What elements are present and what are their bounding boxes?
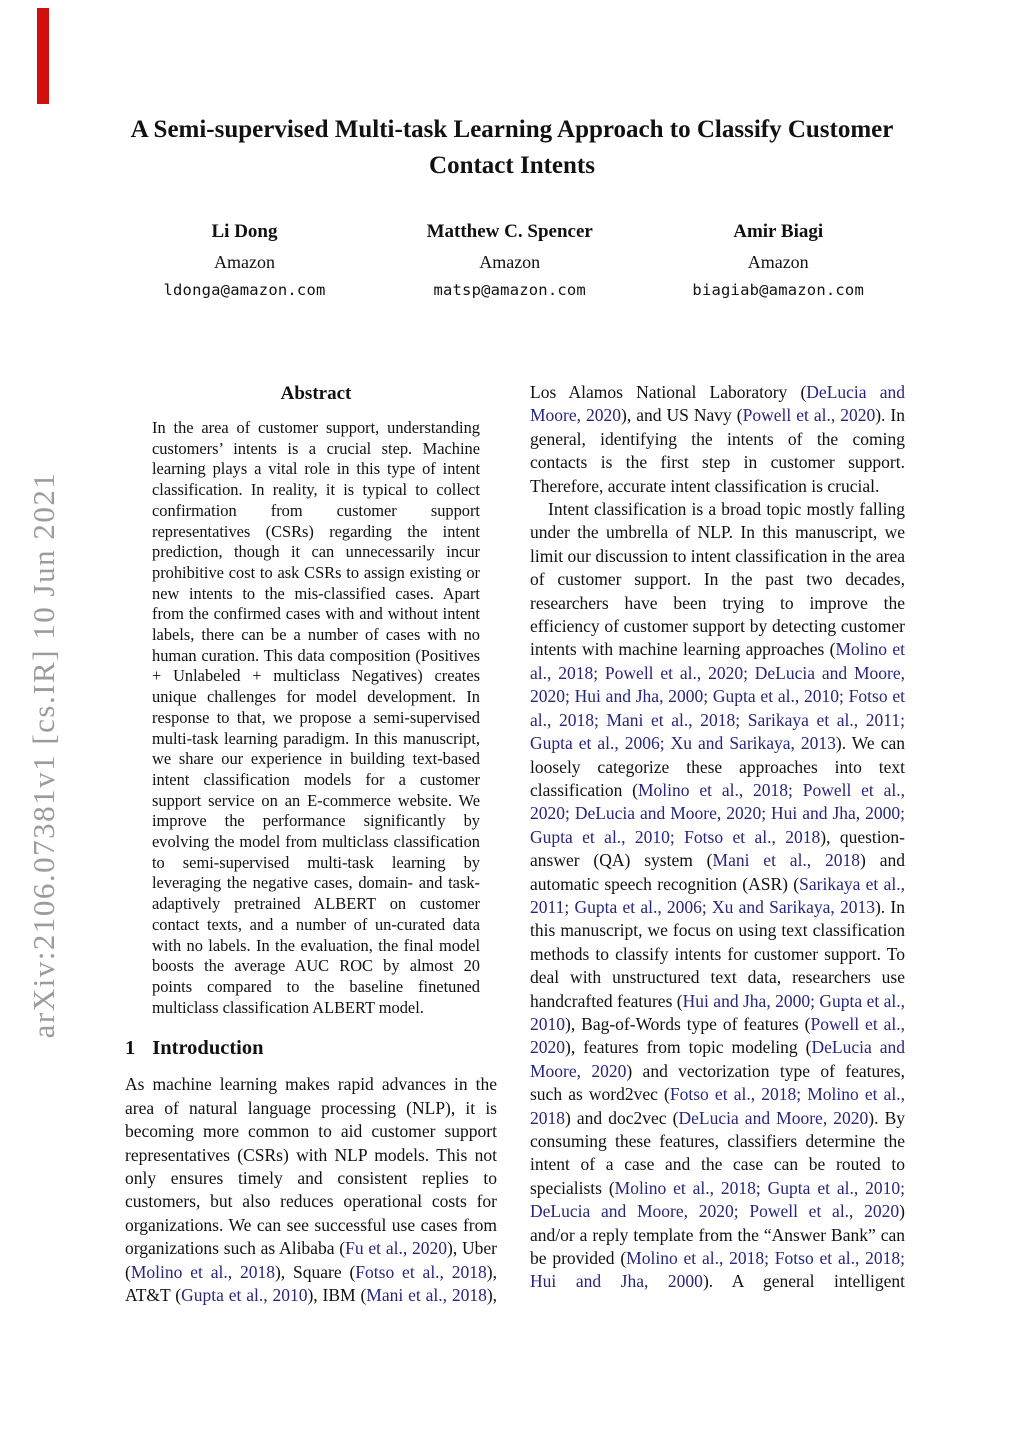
abstract-text: In the area of customer support, understanding customers’ intents is a crucial step. Machine learning plays a vital role in this type of intent classification. In reality, it is typical to collect confirmation from customer support representatives (CSRs) regarding the intent prediction, though it can unnecessarily incur prohibitive cost to ask CSRs to assign existing or new intents to the mis-classified cases. Apart from the confirmed cases with and without intent labels, there can be a number of cases with no human curation. This data composition (Positives + Unlabeled + multiclass Negatives) creates unique challenges for model development. In response to that, we propose a semi-supervised multi-task learning paradigm. In this manuscript, we share our experience in building text-based intent classification models for a customer support service on an E-commerce website. We improve the performance significantly by evolving the model from multiclass classification to semi-supervised multi-task learning by leveraging the negative cases, domain- and task-adaptively pretrained ALBERT on customer contact texts, and a number of un-curated data with no labels. In the evaluation, the final model boosts the average AUC ROC by almost 20 points compared to the baseline finetuned multiclass classification ALBERT model. [152, 418, 480, 1017]
citation-link[interactable]: Mani et al., 2018 [712, 850, 861, 871]
paper-title-line2: Contact Intents [429, 152, 595, 179]
body-text: ), and US Navy ( [621, 405, 743, 426]
body-text: Intent classification is a broad topic mostly falling under the umbrella of NLP. In this manuscript, we limit our discussion to intent classification in the area of customer support. In the past two decades, researchers have been trying to improve the efficiency of customer support by detecting customer intents with machine learning approaches ( [530, 499, 905, 660]
section-number: 1 [125, 1037, 136, 1060]
paragraph [530, 381, 905, 498]
body-text: ). We can loosely categorize these approaches into text classification ( [530, 733, 905, 800]
intro-paragraph [125, 1073, 497, 1307]
body-text: ), [486, 1285, 498, 1306]
arxiv-stamp: arXiv:2106.07381v1 [cs.IR] 10 Jun 2021 [26, 471, 61, 1039]
author-name: Li Dong [211, 221, 278, 242]
author-name: Matthew C. Spencer [426, 221, 593, 242]
body-text: ). In this manuscript, we focus on using text classification methods to classify intents for customer support. To deal with unstructured text data, researchers use handcrafted features ( [530, 896, 905, 1011]
two-column-body [125, 381, 905, 1307]
author-email: ldonga@amazon.com [163, 281, 326, 299]
citation-link[interactable]: Fotso et al., 2018; Molino et al., 2018 [530, 1084, 906, 1128]
citation-link[interactable]: Molino et al., 2018 [130, 1261, 275, 1282]
citation-link[interactable]: Fotso et al., 2018 [355, 1261, 487, 1282]
red-marker [37, 8, 49, 104]
citation-link[interactable]: Powell et al., 2020 [742, 405, 876, 426]
citation-link[interactable]: Hui and Jha, 2000; Gupta et al., 2010 [530, 990, 906, 1034]
citation-link[interactable]: Molino et al., 2018; Powell et al., 2020; DeLucia and Moore, 2020; Hui and Jha, 2000; Gupta et al., 2010; Fotso et al., 2018 [530, 779, 906, 847]
body-text: ), features from topic modeling ( [565, 1037, 812, 1058]
author-affiliation: Amazon [747, 252, 809, 272]
citation-link[interactable]: Gupta et al., 2010 [181, 1285, 308, 1306]
body-text: ), IBM ( [307, 1285, 367, 1306]
citation-link[interactable]: DeLucia and Moore, 2020 [678, 1107, 869, 1128]
author-affiliation: Amazon [214, 252, 275, 272]
body-text: ), Square ( [274, 1261, 356, 1282]
body-text: ). In general, identifying the intents of the coming contacts is the first step in customer support. Therefore, accurate intent classification is crucial. [530, 405, 906, 496]
author-list [162, 221, 864, 299]
citation-link[interactable]: Molino et al., 2018; Gupta et al., 2010; DeLucia and Moore, 2020; Powell et al., 2020 [530, 1177, 906, 1222]
paragraph [530, 498, 905, 1294]
body-text: ), Bag-of-Words type of features ( [565, 1013, 811, 1034]
citation-link[interactable]: Fu et al., 2020 [345, 1238, 447, 1259]
paper-title [0, 112, 1024, 184]
citation-link[interactable]: Mani et al., 2018 [366, 1285, 487, 1306]
author-block [427, 221, 593, 299]
section-heading-introduction [125, 1037, 497, 1060]
body-text: ), question-answer (QA) system ( [530, 826, 905, 871]
author-affiliation: Amazon [479, 252, 541, 272]
citation-link[interactable]: DeLucia and Moore, 2020 [530, 382, 905, 426]
right-column [530, 381, 905, 1307]
abstract-section [125, 383, 497, 1018]
body-text: ) and automatic speech recognition (ASR) ( [530, 850, 905, 894]
abstract-heading: Abstract [280, 383, 352, 404]
body-text: As machine learning makes rapid advances in the area of natural language processing (NLP), it is becoming more common to aid customer support representatives (CSRs) with NLP models. This not only ensures timely and consistent replies to customers, but also reduces operational costs for organizations. We can see successful use cases from organizations such as Alibaba ( [125, 1074, 497, 1259]
body-text: ), AT&T ( [125, 1261, 497, 1306]
left-column [125, 381, 497, 1307]
body-text: ). By consuming these features, classifiers determine the intent of a case and the case can be routed to specialists ( [530, 1107, 905, 1198]
citation-link[interactable]: Powell et al., 2020 [530, 1013, 906, 1058]
citation-link[interactable]: Sarikaya et al., 2011; Gupta et al., 2006; Xu and Sarikaya, 2013 [530, 873, 905, 917]
author-email: matsp@amazon.com [433, 281, 586, 299]
author-block [692, 221, 864, 299]
author-block [162, 221, 327, 299]
citation-link[interactable]: Molino et al., 2018; Fotso et al., 2018; Hui and Jha, 2000 [530, 1248, 905, 1292]
body-text: ) and doc2vec ( [565, 1107, 679, 1128]
body-text: ) and vectorization type of features, such as word2vec ( [530, 1060, 905, 1105]
body-text: ) and/or a reply template from the “Answer Bank” can be provided ( [530, 1201, 905, 1269]
citation-link[interactable]: DeLucia and Moore, 2020 [530, 1037, 905, 1081]
author-name: Amir Biagi [733, 221, 824, 242]
body-text: ). A general intelligent [702, 1271, 905, 1292]
body-text: ), Uber ( [125, 1238, 497, 1282]
section-title: Introduction [152, 1037, 264, 1060]
body-text: Los Alamos National Laboratory ( [530, 382, 807, 402]
citation-link[interactable]: Molino et al., 2018; Powell et al., 2020; DeLucia and Moore, 2020; Hui and Jha, 2000; Gupta et al., 2010; Fotso et al., 2018; Mani et al., 2018; Sarikaya et al., 2011; Gupta et al., 2006; Xu and Sarikaya, 2013 [530, 639, 905, 754]
author-email: biagiab@amazon.com [692, 281, 864, 299]
paper-title-line1: A Semi-supervised Multi-task Learning Approach to Classify Customer [130, 116, 894, 143]
